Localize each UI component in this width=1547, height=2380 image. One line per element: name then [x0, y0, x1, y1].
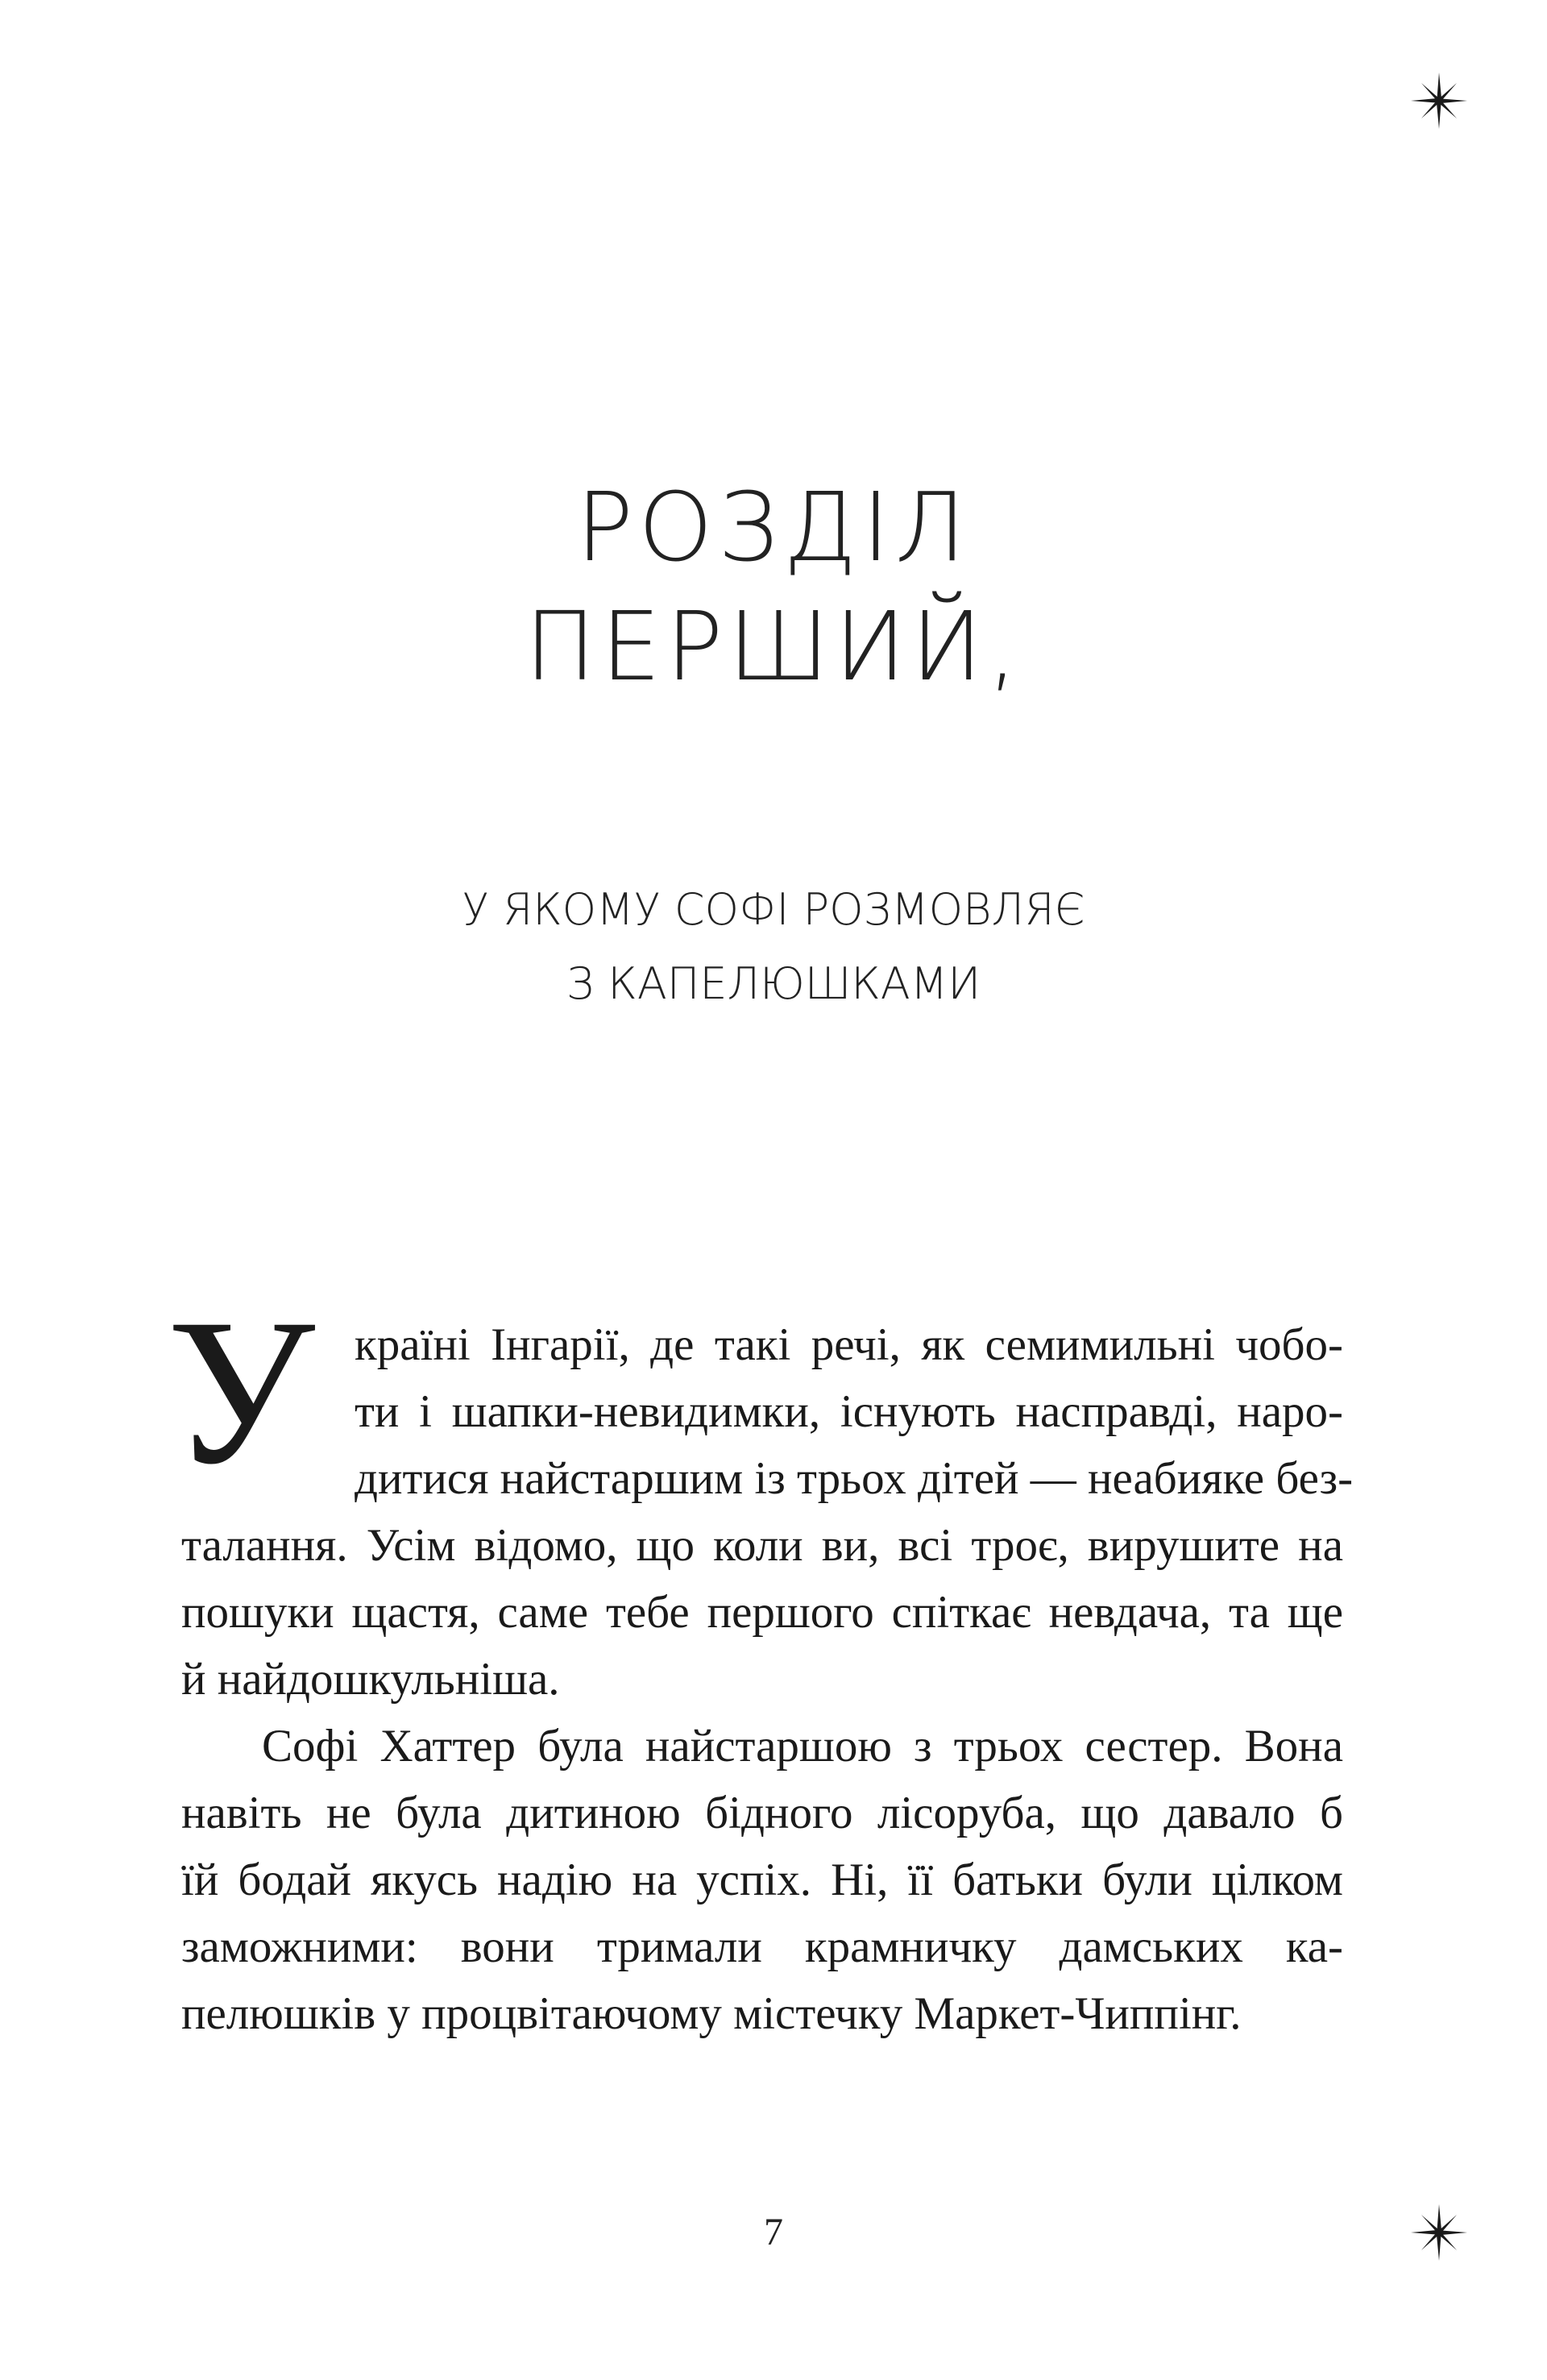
chapter-subtitle — [0, 873, 1547, 1021]
paragraph-2 — [181, 1713, 1343, 2047]
chapter-subtitle-line-1: У ЯКОМУ СОФІ РОЗМОВЛЯЄ — [462, 884, 1085, 935]
text-line: країні Інгарії, де такі речі, як семимильні чобо- — [355, 1319, 1343, 1370]
drop-cap: У — [167, 1276, 316, 1508]
body-text — [167, 1276, 1354, 2047]
sparkle-star-icon — [1411, 73, 1467, 129]
chapter-heading — [0, 467, 1547, 706]
chapter-heading-line-1: РОЗДІЛ — [575, 471, 972, 583]
text-line: їй бодай якусь надію на успіх. Ні, її батьки були цілком — [181, 1855, 1343, 1905]
text-line: ти і шапки-невидимки, існують насправді, наро- — [355, 1386, 1343, 1437]
text-line: пелюшків у процвітаючому містечку Маркет-Чиппінг. — [181, 1988, 1242, 2039]
text-line: навіть не була дитиною бідного лісоруба, що давало б — [181, 1788, 1343, 1838]
chapter-subtitle-line-2: З КАПЕЛЮШКАМИ — [566, 958, 981, 1009]
text-line: пошуки щастя, саме тебе першого спіткає невдача, та ще — [181, 1587, 1343, 1638]
text-line: й найдошкульніша. — [181, 1654, 560, 1705]
text-line: заможними: вони тримали крамничку дамських ка- — [181, 1921, 1343, 1972]
chapter-heading-line-2: ПЕРШИЙ, — [524, 591, 1023, 702]
paragraph-1 — [167, 1276, 1354, 1713]
text-line: талання. Усім відомо, що коли ви, всі троє, вирушите на — [181, 1520, 1343, 1571]
page-number: 7 — [764, 2211, 783, 2253]
text-line: Софі Хаттер була найстаршою з трьох сестер. Вона — [262, 1721, 1343, 1772]
sparkle-star-icon — [1411, 2204, 1467, 2261]
text-line: дитися найстаршим із трьох дітей — неабияке без- — [355, 1453, 1354, 1504]
